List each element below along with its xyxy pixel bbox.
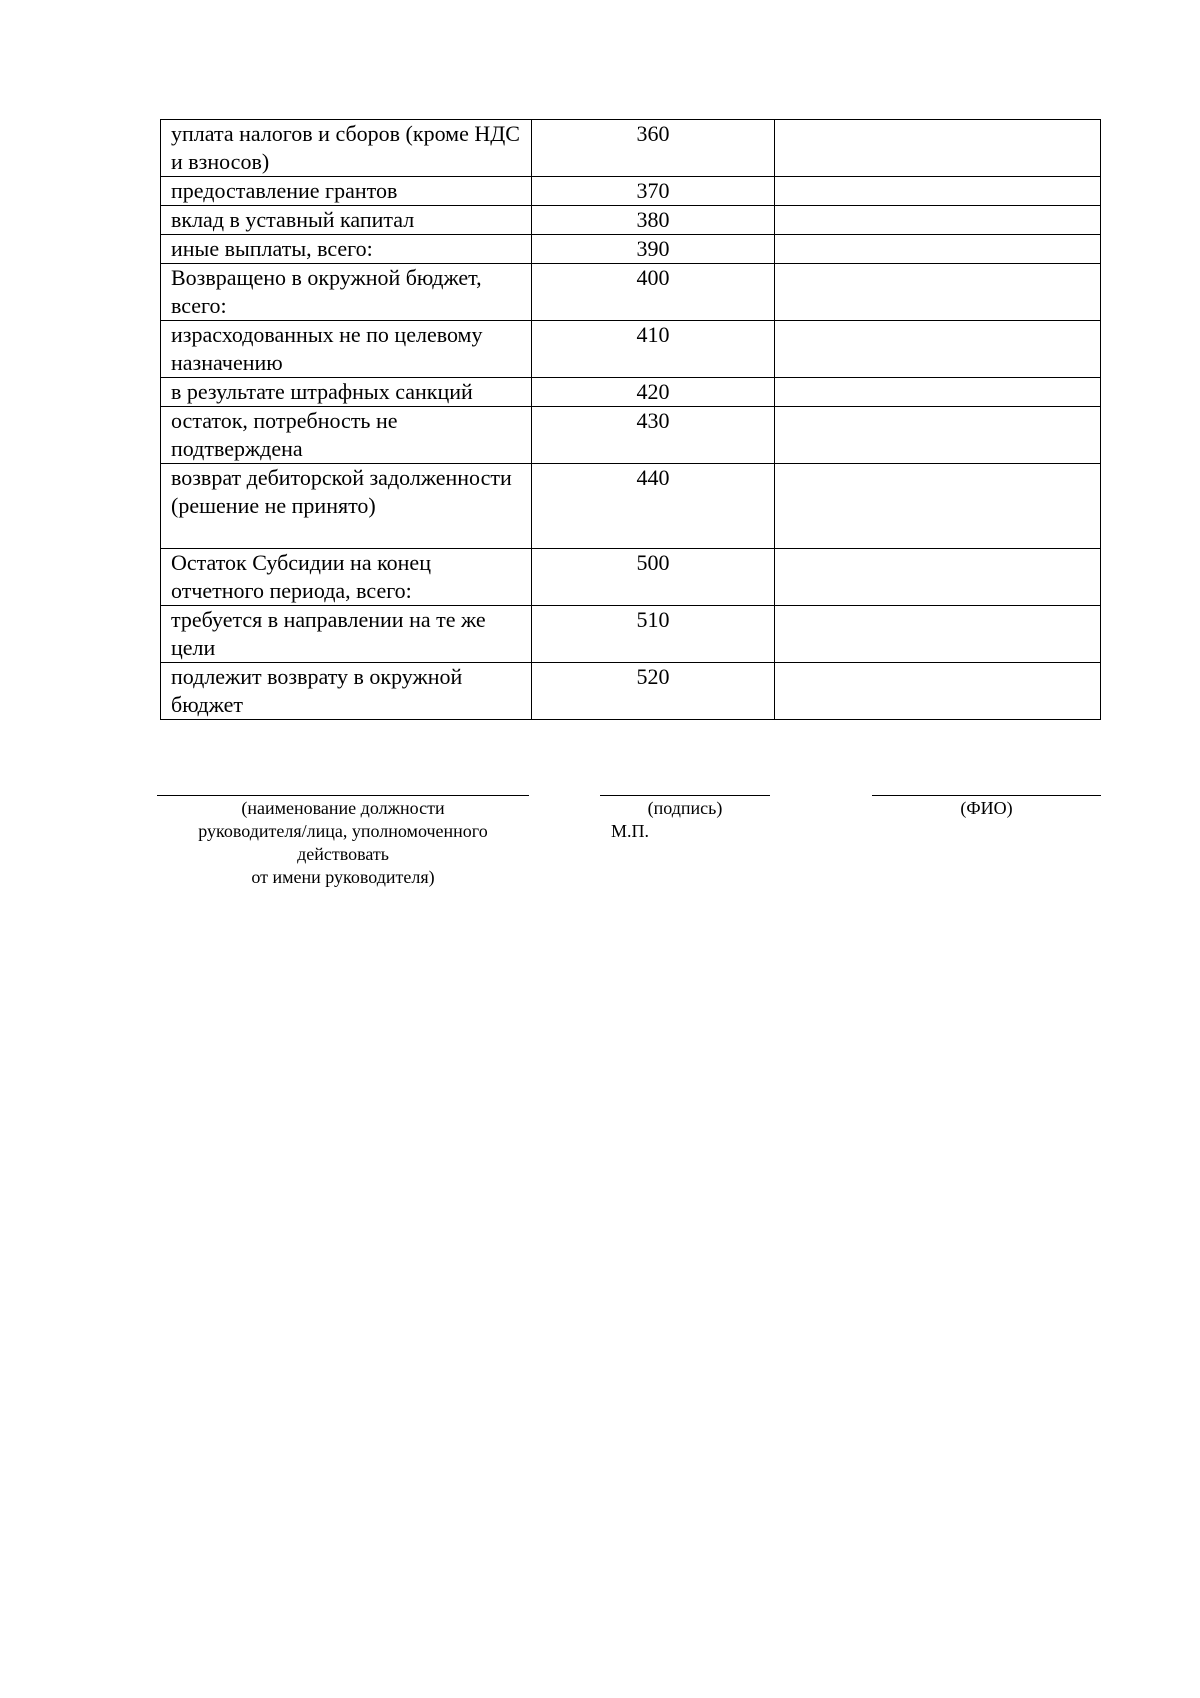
row-value [775, 549, 1101, 606]
row-name: остаток, потребность не подтверждена [161, 407, 532, 464]
row-name: вклад в уставный капитал [161, 206, 532, 235]
table-row [161, 206, 1101, 235]
row-value [775, 464, 1101, 549]
row-name: иные выплаты, всего: [161, 235, 532, 264]
position-caption-line: действовать [297, 844, 389, 864]
table-row [161, 663, 1101, 720]
row-code: 510 [532, 606, 775, 663]
row-code: 520 [532, 663, 775, 720]
row-value [775, 663, 1101, 720]
row-name: уплата налогов и сборов (кроме НДС и взносов) [161, 120, 532, 177]
name-caption: (ФИО) [960, 798, 1013, 818]
row-value [775, 206, 1101, 235]
row-code: 360 [532, 120, 775, 177]
row-value [775, 407, 1101, 464]
row-name: в результате штрафных санкций [161, 378, 532, 407]
row-code: 410 [532, 321, 775, 378]
row-code: 370 [532, 177, 775, 206]
row-name: возврат дебиторской задолженности (решение не принято) [161, 464, 532, 549]
name-signature-line [872, 795, 1101, 796]
signature-line [600, 795, 770, 796]
row-value [775, 378, 1101, 407]
table-row [161, 235, 1101, 264]
row-code: 430 [532, 407, 775, 464]
position-caption-line: руководителя/лица, уполномоченного [198, 821, 488, 841]
position-caption [157, 797, 529, 889]
row-value [775, 606, 1101, 663]
table-row [161, 264, 1101, 321]
row-code: 380 [532, 206, 775, 235]
row-value [775, 120, 1101, 177]
row-name: Остаток Субсидии на конец отчетного периода, всего: [161, 549, 532, 606]
report-table [160, 119, 1101, 720]
table-row [161, 407, 1101, 464]
row-name: подлежит возврату в окружной бюджет [161, 663, 532, 720]
table-row [161, 120, 1101, 177]
table-row [161, 177, 1101, 206]
table-row [161, 378, 1101, 407]
row-name: израсходованных не по целевому назначению [161, 321, 532, 378]
table-row [161, 606, 1101, 663]
row-code: 400 [532, 264, 775, 321]
row-name: Возвращено в окружной бюджет, всего: [161, 264, 532, 321]
row-code: 500 [532, 549, 775, 606]
row-name: требуется в направлении на те же цели [161, 606, 532, 663]
row-code: 440 [532, 464, 775, 549]
row-code: 420 [532, 378, 775, 407]
signature-caption: (подпись) [647, 798, 723, 818]
table-row [161, 321, 1101, 378]
row-name: предоставление грантов [161, 177, 532, 206]
row-value [775, 264, 1101, 321]
row-value [775, 177, 1101, 206]
position-signature-line [157, 795, 529, 796]
row-value [775, 235, 1101, 264]
table-row [161, 464, 1101, 549]
position-caption-line: (наименование должности [241, 798, 445, 818]
table-row [161, 549, 1101, 606]
row-code: 390 [532, 235, 775, 264]
row-value [775, 321, 1101, 378]
stamp-label: М.П. [611, 821, 650, 841]
position-caption-line: от имени руководителя) [251, 867, 435, 887]
